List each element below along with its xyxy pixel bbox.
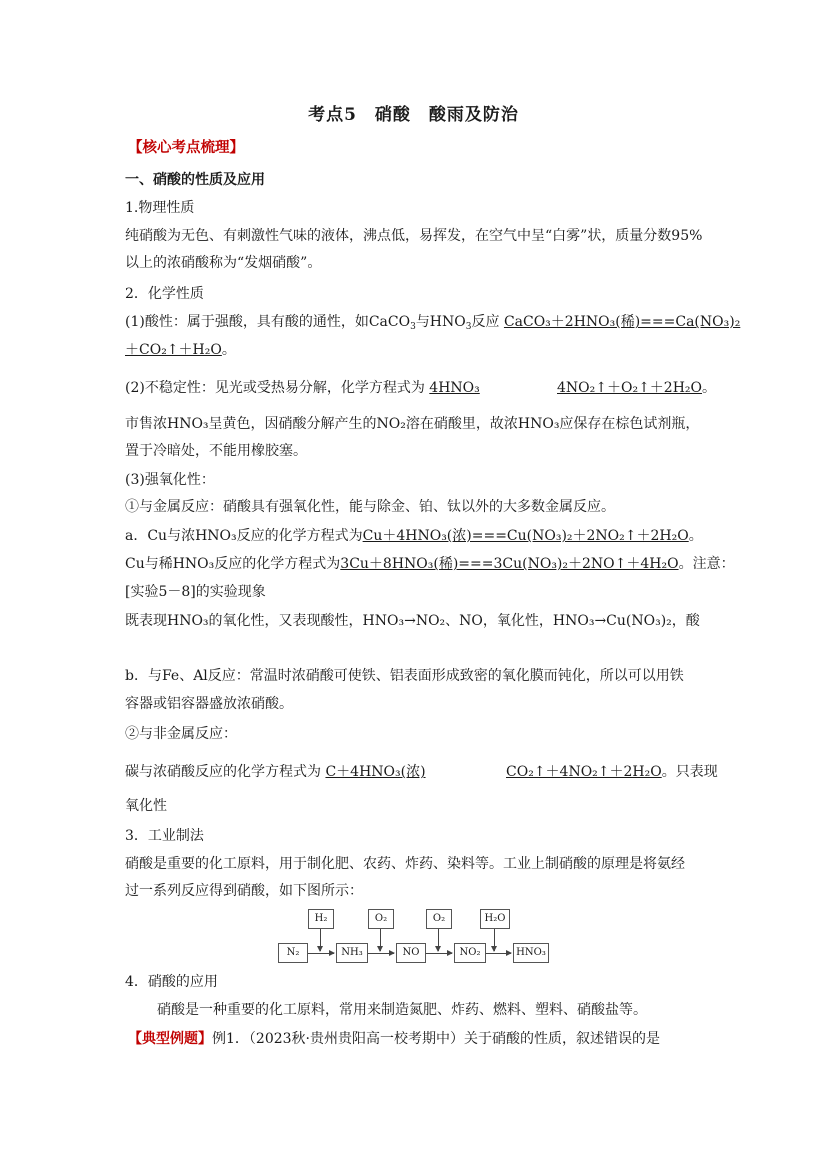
storage-line-1: 市售浓HNO₃呈黄色，因硝酸分解产生的NO₂溶在硝酸里，故浓HNO₃应保存在棕色试剂瓶， xyxy=(125,416,700,432)
acidity-equation-part-2: ＋CO₂↑＋H₂O xyxy=(125,342,222,358)
page-title: 考点5 硝酸 酸雨及防治 xyxy=(308,105,519,125)
example-line xyxy=(128,1029,660,1049)
physical-properties-line-2: 以上的浓硝酸称为“发烟硝酸”。 xyxy=(125,255,322,271)
flow-node-n2: N₂ xyxy=(278,943,308,963)
flow-down-arrow-4 xyxy=(494,929,495,951)
acidity-text-a: (1)酸性：属于强酸，具有酸的通性，如CaCO xyxy=(125,314,411,330)
fe-al-line-2: 容器或铝容器盛放浓硝酸。 xyxy=(125,696,293,712)
instability-equation-right: 4NO₂↑＋O₂↑＋2H₂O xyxy=(557,380,703,396)
example-tag: 【典型例题】 xyxy=(128,1031,212,1047)
flow-arrow-2 xyxy=(368,953,394,954)
instability-equation-right-wrap xyxy=(557,378,716,398)
section-header: 【核心考点梳理】 xyxy=(128,139,244,156)
physical-properties-line-1: 纯硝酸为无色、有刺激性气味的液体，沸点低，易挥发，在空气中呈“白雾”状，质量分数95% xyxy=(125,228,703,244)
flow-input-o2-a: O₂ xyxy=(368,909,394,929)
fe-al-line-1: b．与Fe、Al反应：常温时浓硝酸可使铁、铝表面形成致密的氧化膜而钝化，所以可以用铁 xyxy=(125,668,684,684)
industrial-line-2: 过一系列反应得到硝酸，如下图所示： xyxy=(125,883,363,899)
heading-nitric-acid-properties: 一、硝酸的性质及应用 xyxy=(125,172,265,188)
industrial-line-1: 硝酸是重要的化工原料，用于制化肥、农药、炸药、染料等。工业上制硝酸的原理是将氨经 xyxy=(125,856,685,872)
cu-concentrated-end: 。 xyxy=(688,528,703,544)
flow-down-arrow-2 xyxy=(380,929,381,951)
instability-equation-left: 4HNO₃ xyxy=(429,380,480,396)
cu-dilute-equation: 3Cu＋8HNO₃(稀)===3Cu(NO₃)₂＋2NO↑＋4H₂O xyxy=(340,556,679,572)
chemical-properties-heading: 2．化学性质 xyxy=(125,286,204,302)
carbon-equation-right: CO₂↑＋4NO₂↑＋2H₂O xyxy=(506,764,662,780)
carbon-line-2: 氧化性 xyxy=(125,798,167,814)
acidity-text-c: 反应 xyxy=(471,314,500,330)
example-text: 例1．（2023秋·贵州贵阳高一校考期中）关于硝酸的性质，叙述错误的是 xyxy=(212,1031,660,1047)
cu-dilute-text: Cu与稀HNO₃反应的化学方程式为 xyxy=(125,556,341,572)
dual-role-line: 既表现HNO₃的氧化性，又表现酸性，HNO₃→NO₂、NO，氧化性，HNO₃→Cu(NO₃)₂，酸 xyxy=(125,613,700,629)
experiment-line: [实验5－8]的实验现象 xyxy=(125,584,266,600)
industrial-flow-diagram xyxy=(278,905,550,965)
acidity-equation-part-1: CaCO₃＋2HNO₃(稀)===Ca(NO₃)₂ xyxy=(503,314,741,330)
flow-down-arrow-3 xyxy=(438,929,439,951)
oxidizing-heading: (3)强氧化性： xyxy=(125,472,215,488)
flow-arrow-1 xyxy=(308,953,334,954)
flow-input-h2o: H₂O xyxy=(480,909,510,929)
instability-end: 。 xyxy=(702,380,717,396)
acidity-end: 。 xyxy=(221,342,236,358)
flow-node-nh3: NH₃ xyxy=(336,943,368,963)
flow-node-hno3: HNO₃ xyxy=(513,943,549,963)
carbon-equation-right-wrap xyxy=(506,762,718,782)
storage-line-2: 置于冷暗处，不能用橡胶塞。 xyxy=(125,443,307,459)
cu-concentrated-line xyxy=(125,526,703,546)
acidity-line-2 xyxy=(125,340,236,360)
nonmetal-heading: ②与非金属反应： xyxy=(125,726,237,742)
carbon-text: 碳与浓硝酸反应的化学方程式为 xyxy=(125,764,321,780)
physical-properties-heading: 1.物理性质 xyxy=(125,200,195,216)
instability-line xyxy=(125,378,480,398)
carbon-equation-left: C＋4HNO₃(浓) xyxy=(325,764,426,780)
cu-concentrated-equation: Cu＋4HNO₃(浓)===Cu(NO₃)₂＋2NO₂↑＋2H₂O xyxy=(362,528,689,544)
cu-dilute-line xyxy=(125,554,735,574)
application-heading: 4．硝酸的应用 xyxy=(125,974,218,990)
cu-dilute-end: 。注意： xyxy=(678,556,735,572)
acidity-line-1: (1)酸性：属于强酸，具有酸的通性，如CaCO$_3$与$HNO_3$反应 CaCO₃＋2HNO₃(稀)===Ca(NO₃)₂ xyxy=(125,314,741,332)
instability-text: (2)不稳定性：见光或受热易分解，化学方程式为 xyxy=(125,380,425,396)
flow-down-arrow-1 xyxy=(320,929,321,951)
carbon-line xyxy=(125,762,426,782)
flow-arrow-4 xyxy=(486,953,511,954)
acidity-text-b: 与HNO xyxy=(415,314,466,330)
flow-arrow-3 xyxy=(426,953,452,954)
flow-node-no2: NO₂ xyxy=(454,943,486,963)
flow-input-o2-b: O₂ xyxy=(426,909,452,929)
carbon-end: 。只表现 xyxy=(661,764,718,780)
industrial-heading: 3．工业制法 xyxy=(125,828,204,844)
application-line-1: 硝酸是一种重要的化工原料，常用来制造氮肥、炸药、燃料、塑料、硝酸盐等。 xyxy=(157,1002,647,1018)
cu-concentrated-text: a．Cu与浓HNO₃反应的化学方程式为 xyxy=(125,528,363,544)
metal-reaction-line: ①与金属反应：硝酸具有强氧化性，能与除金、铂、钛以外的大多数金属反应。 xyxy=(125,499,615,515)
flow-input-h2: H₂ xyxy=(308,909,334,929)
flow-node-no: NO xyxy=(396,943,426,963)
